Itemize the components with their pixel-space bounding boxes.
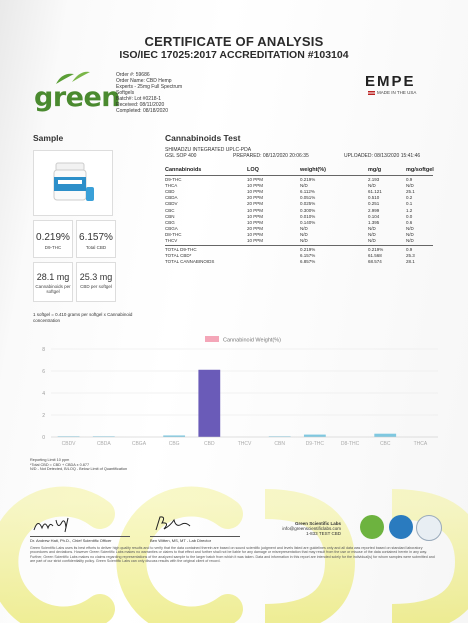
order-name: Order Name: CBD Hemp: [116, 78, 172, 84]
y-tick-label: 2: [42, 412, 45, 419]
x-tick-label: CBGA: [131, 441, 147, 447]
brand-logo: EMPE: [365, 73, 416, 90]
bar-cbc: [374, 434, 396, 437]
table-cell: 1.395: [368, 219, 380, 225]
table-cell: N/D: [406, 231, 414, 237]
table-cell: 10 PPM: [247, 189, 264, 195]
table-cell: 0.1: [406, 201, 413, 207]
table-row: [165, 220, 433, 226]
x-tick-label: CBG: [168, 441, 180, 447]
green-logo: [34, 70, 120, 114]
pjla-seal-icon: [416, 515, 442, 541]
total-row: [165, 259, 433, 265]
table-cell: THCV: [165, 238, 178, 243]
col-cannabinoids: Cannabinoids: [165, 167, 202, 173]
signature-witten: [152, 514, 192, 534]
total-row: [165, 253, 433, 259]
table-cell: D9-THC: [165, 177, 182, 182]
table-cell: N/D: [406, 183, 414, 189]
table-row: [165, 238, 433, 244]
received-date: Received: 08/11/2020: [116, 102, 165, 108]
col-loq: LOQ: [247, 167, 259, 173]
table-cell: 10 PPM: [247, 207, 264, 213]
totals-rule: [165, 245, 433, 246]
table-cell: 10 PPM: [247, 177, 264, 182]
table-cell: 61.121: [368, 189, 382, 195]
col-mg-softgel: mg/softgel: [406, 167, 434, 173]
cannabinoid-weight-chart: [33, 333, 443, 451]
col-weight: weight(%): [300, 167, 326, 173]
table-cell: 10 PPM: [247, 238, 264, 243]
table-cell: N/D: [368, 238, 376, 243]
stat-value: 28.1 mg: [36, 272, 70, 282]
stat-value: 25.3 mg: [79, 272, 113, 282]
table-cell: CBDV: [165, 201, 178, 207]
sop: GSL SOP 400: [165, 153, 197, 159]
footnote: N/D - Not Detected, B/LOQ - Below Limit of Quantification: [30, 467, 128, 472]
flag-icon: [368, 91, 375, 95]
table-cell: 0.6: [406, 219, 413, 225]
table-cell: 0.140%: [300, 219, 316, 225]
stat-card-cbd-per-softgel: [76, 262, 116, 302]
table-cell: N/D: [406, 238, 414, 243]
lab-phone: 1-833 TEST CBD: [306, 531, 341, 537]
order-name-3: Softgels: [116, 90, 135, 96]
table-row: [165, 208, 433, 214]
total-row: [165, 247, 433, 253]
table-cell: TOTAL D9-THC: [165, 247, 197, 253]
stat-label: Cannabinoids per softgel: [35, 284, 71, 294]
table-cell: 6.112%: [300, 189, 315, 195]
stat-card-thc: [33, 220, 73, 258]
table-cell: 0.051%: [300, 195, 316, 201]
brand-tagline-text: MADE IN THE USA: [377, 90, 417, 95]
x-tick-label: CBDV: [61, 441, 76, 447]
product-image: [50, 159, 96, 205]
table-cell: 0.010%: [300, 213, 316, 219]
table-cell: CBG: [165, 219, 175, 225]
stat-card-total-cbd: [76, 220, 116, 258]
x-tick-label: CBD: [204, 441, 215, 447]
table-cell: 2.193: [368, 177, 380, 182]
batch-number: Batch#: Lot #0218-1: [116, 96, 162, 102]
accreditation: ISO/IEC 17025:2017 ACCREDITATION #103104: [119, 49, 349, 61]
table-cell: 6.157%: [300, 253, 316, 259]
lab-contact: [275, 521, 341, 537]
table-cell: 0.219%: [368, 247, 384, 253]
order-name-2: Experts - 25mg Full Spectrum: [116, 84, 183, 90]
x-tick-label: D8-THC: [340, 441, 360, 447]
table-row: [165, 226, 433, 232]
stat-label: D9-THC: [44, 245, 62, 250]
table-row: [165, 214, 433, 220]
table-cell: 0.219%: [300, 177, 316, 182]
order-number: Order #: 59686: [116, 72, 150, 78]
legend-swatch: [205, 336, 219, 342]
bar-cbd: [198, 370, 220, 437]
table-cell: CBGA: [165, 225, 178, 231]
legend-label: Cannabinoid Weight(%): [223, 337, 281, 344]
table-cell: 25.1: [406, 189, 415, 195]
x-tick-label: CBN: [274, 441, 285, 447]
prepared-date: PREPARED: 08/12/2020 20:06:35: [233, 153, 309, 159]
y-tick-label: 4: [42, 390, 45, 397]
disclaimer: Green Scientific Labs uses its best efforts to deliver high quality results and to verify that the data contained therein are based on sound scientific judgment and levels listed are guidelines only and all data was reported based on standard laboratory procedures and deviations. However Green Scientific Labs makes no warranties or claims to that effect and further shall not be liable for any damage or misrepresentation that may result from the use or misuse of the data contained herein in any way. Further, Green Scientific Labs makes no claims regarding representations of the analyzed sample to the larger batch from which it was taken. Data and information in this report are intended solely for the individual(s) for whom samples were submitted and are part of our strict confidentiality policy. Green Scientific Labs can only discuss results with the original client of record.: [30, 546, 435, 564]
table-row: [165, 195, 433, 201]
sample-image-box: [33, 150, 113, 216]
table-cell: N/D: [300, 231, 308, 237]
x-tick-label: CBC: [379, 441, 391, 447]
table-row: [165, 177, 433, 183]
table-row: [165, 201, 433, 207]
stat-card-cannabinoids: [33, 262, 73, 302]
table-cell: 28.1: [406, 259, 415, 265]
header-rule: [165, 175, 433, 176]
stat-label: CBD per softgel: [80, 284, 112, 289]
table-cell: 1.2: [406, 207, 413, 213]
y-tick-label: 8: [42, 346, 45, 353]
table-cell: TOTAL CBD*: [165, 253, 192, 259]
order-info: [116, 72, 182, 114]
gsl-seal-icon: [360, 515, 384, 539]
table-cell: N/D: [368, 183, 376, 189]
table-cell: 10 PPM: [247, 219, 264, 225]
table-cell: 0.0: [406, 213, 413, 219]
table-row: [165, 183, 433, 189]
lab-name: Green Scientific Labs: [294, 521, 341, 526]
table-cell: 0.300%: [300, 207, 316, 213]
signature-hait: [32, 516, 76, 534]
table-cell: 61.568: [368, 253, 382, 259]
table-cell: N/D: [368, 225, 376, 231]
table-cell: 0.9: [406, 247, 413, 253]
y-tick-label: 6: [42, 368, 45, 375]
table-cell: 0.219%: [300, 247, 316, 253]
footnotes: [30, 458, 127, 472]
table-cell: N/D: [300, 183, 308, 189]
table-cell: 0.251: [368, 201, 380, 207]
table-cell: CBD: [165, 189, 175, 195]
table-cell: 20 PPM: [247, 225, 264, 231]
x-tick-label: THCV: [237, 441, 252, 447]
document-title: CERTIFICATE OF ANALYSIS: [144, 34, 324, 49]
table-cell: 2.999: [368, 207, 380, 213]
signature-line-1: Dr. Andrew Hait, Ph.D., Chief Scientific Officer: [30, 536, 130, 543]
x-tick-label: D9-THC: [305, 441, 325, 447]
table-cell: 10 PPM: [247, 213, 264, 219]
table-cell: 10 PPM: [247, 183, 264, 189]
table-cell: TOTAL CANNABINOIDS: [165, 259, 215, 265]
test-heading: Cannabinoids Test: [165, 133, 241, 143]
table-row: [165, 232, 433, 238]
table-row: [165, 189, 433, 195]
y-tick-label: 0: [42, 434, 45, 441]
table-cell: CBDA: [165, 195, 178, 201]
lab-email: info@greenscientificlabs.com: [282, 526, 341, 532]
table-cell: N/D: [406, 225, 414, 231]
col-mg-g: mg/g: [368, 167, 382, 173]
table-cell: 0.104: [368, 213, 380, 219]
iso-seal-icon: [389, 515, 413, 539]
softgel-note: 1 softgel = 0.410 grams per softgel x Cannabinoid concentration: [33, 312, 133, 323]
table-cell: 25.3: [406, 253, 415, 259]
table-cell: THCA: [165, 183, 178, 189]
brand-tagline: [368, 90, 416, 95]
table-cell: N/D: [368, 231, 376, 237]
signature-line-2: Ben Witten, MS, MT - Lab Director: [150, 536, 240, 543]
table-cell: 10 PPM: [247, 231, 264, 237]
table-cell: 0.510: [368, 195, 380, 201]
table-cell: D8-THC: [165, 231, 182, 237]
table-cell: 20 PPM: [247, 201, 264, 207]
uploaded-date: UPLOADED: 08/13/2020 15:41:46: [344, 153, 421, 159]
instrument: SHIMADZU INTEGRATED UPLC-PDA: [165, 147, 252, 153]
table-cell: CBN: [165, 213, 175, 219]
table-cell: 0.025%: [300, 201, 316, 207]
stat-label: Total CBD: [85, 245, 107, 250]
stat-value: 0.219%: [36, 232, 70, 243]
bar-d9-thc: [304, 435, 326, 437]
x-tick-label: CBDA: [96, 441, 111, 447]
table-cell: 68.574: [368, 259, 382, 265]
x-tick-label: THCA: [413, 441, 428, 447]
footnote: *Total CBD = CBD + CBDA x 0.877: [30, 462, 90, 467]
table-cell: 6.857%: [300, 259, 316, 265]
table-cell: N/D: [300, 225, 308, 231]
stat-value: 6.157%: [79, 232, 113, 243]
completed-date: Completed: 08/18/2020: [116, 108, 168, 114]
table-cell: 20 PPM: [247, 195, 264, 201]
table-cell: 0.9: [406, 177, 413, 182]
table-cell: CBC: [165, 207, 175, 213]
sample-heading: Sample: [33, 133, 64, 143]
table-cell: 0.2: [406, 195, 413, 201]
table-cell: N/D: [300, 238, 308, 243]
footnote: Reporting Limit 10 ppm: [30, 458, 70, 462]
logo-text: green: [34, 82, 120, 113]
